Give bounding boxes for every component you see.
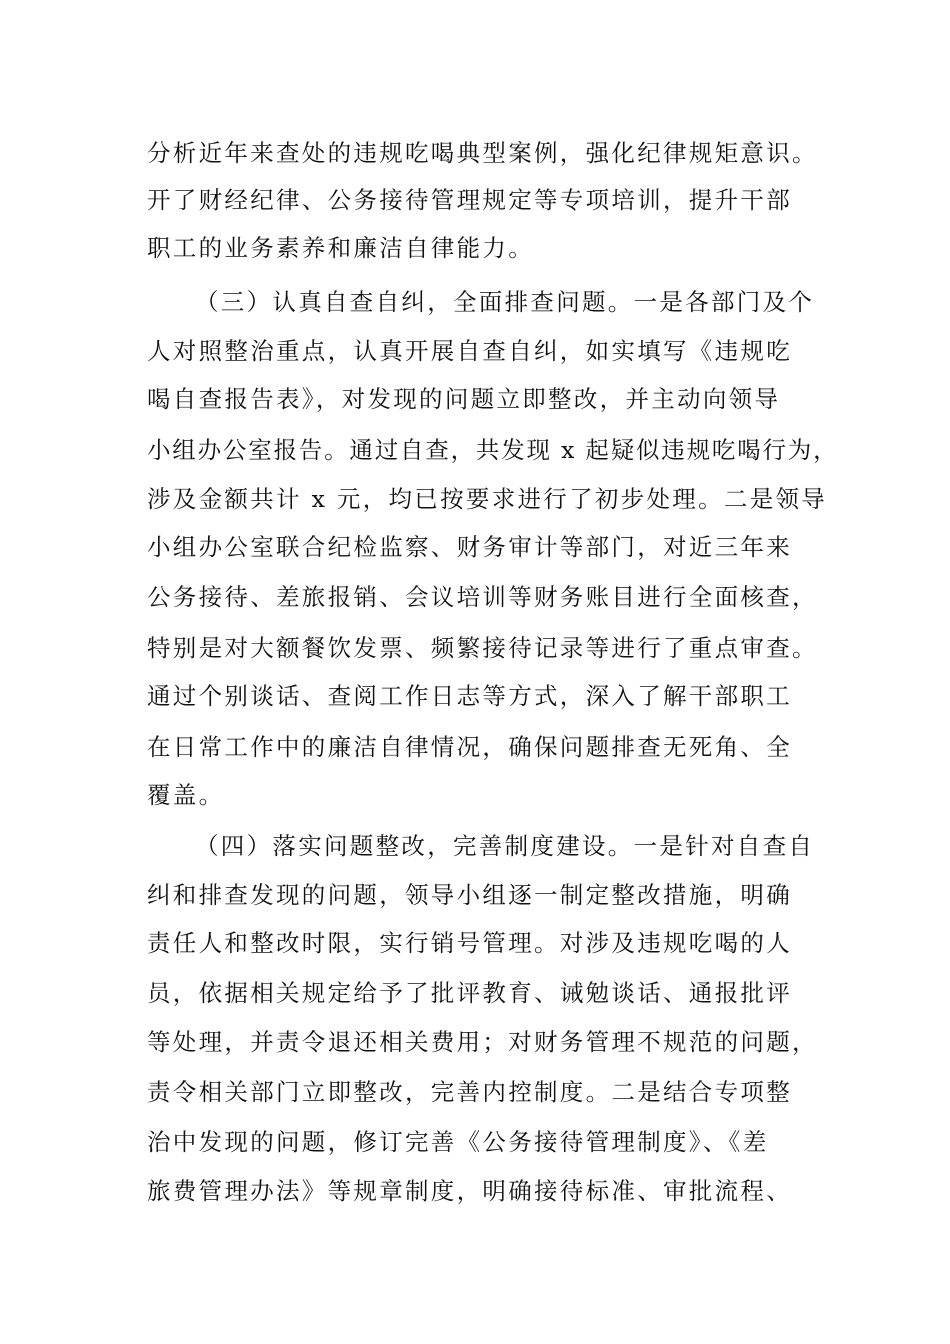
text-line: 职工的业务素养和廉洁自律能力。 — [147, 234, 534, 262]
text-line: 旅费管理办法》等规章制度，明确接待标准、审批流程、 — [147, 1177, 792, 1205]
text-line: 在日常工作中的廉洁自律情况，确保问题排查无死角、全 — [147, 733, 792, 761]
text-line: 小组办公室联合纪检监察、财务审计等部门，对近三年来 — [147, 533, 792, 561]
text-line: 喝自查报告表》，对发现的问题立即整改，并主动向领导 — [147, 385, 781, 413]
text-line: 公务接待、差旅报销、会议培训等财务账目进行全面核查， — [147, 583, 818, 611]
text-line: 员，依据相关规定给予了批评教育、诫勉谈话、通报批评 — [147, 979, 792, 1007]
text-line: 人对照整治重点，认真开展自查自纠，如实填写《违规吃 — [147, 337, 792, 365]
text-line: 覆盖。 — [147, 781, 225, 809]
text-line: 纠和排查发现的问题，领导小组逐一制定整改措施，明确 — [147, 881, 792, 909]
text-line: 小组办公室报告。通过自查，共发现 x 起疑似违规吃喝行为， — [147, 436, 839, 464]
text-line: 特别是对大额餐饮发票、频繁接待记录等进行了重点审查。 — [147, 634, 818, 662]
text-line: 责任人和整改时限，实行销号管理。对涉及违规吃喝的人 — [147, 929, 792, 957]
text-line: 开了财经纪律、公务接待管理规定等专项培训，提升干部 — [147, 186, 792, 214]
text-line: 治中发现的问题，修订完善《公务接待管理制度》、《差 — [147, 1128, 769, 1156]
paragraph-start-line: （四）落实问题整改，完善制度建设。一是针对自查自 — [195, 832, 815, 860]
text-line: 分析近年来查处的违规吃喝典型案例，强化纪律规矩意识。 — [147, 139, 818, 167]
text-line: 责令相关部门立即整改，完善内控制度。二是结合专项整 — [147, 1078, 792, 1106]
text-line: 涉及金额共计 x 元，均已按要求进行了初步处理。二是领导 — [147, 485, 828, 513]
text-line: 等处理，并责令退还相关费用；对财务管理不规范的问题， — [147, 1028, 818, 1056]
text-line: 通过个别谈话、查阅工作日志等方式，深入了解干部职工 — [147, 682, 792, 710]
paragraph-start-line: （三）认真自查自纠，全面排查问题。一是各部门及个 — [195, 288, 815, 316]
